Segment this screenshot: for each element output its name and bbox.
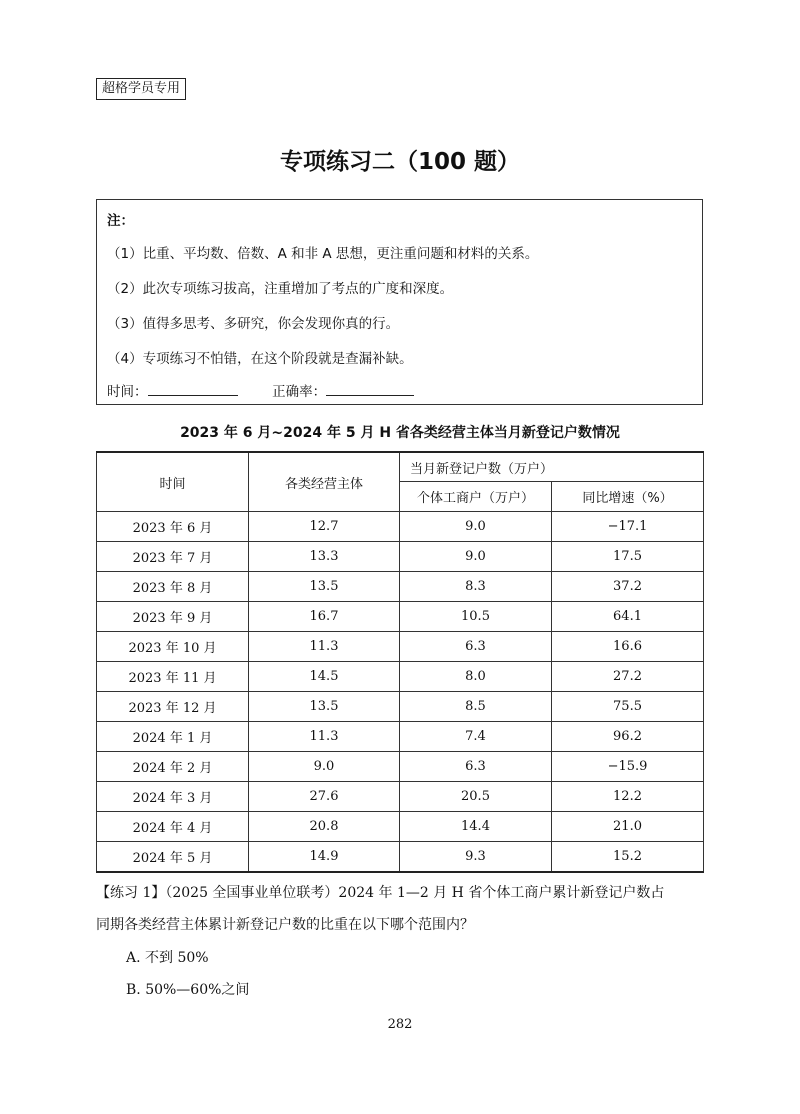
cell-all-entities: 12.7 [249, 512, 400, 542]
table-row [97, 722, 704, 752]
table-row [97, 542, 704, 572]
cell-time: 2023 年 8 月 [97, 572, 249, 602]
table-title: 2023 年 6 月~2024 年 5 月 H 省各类经营主体当月新登记户数情况 [180, 425, 620, 441]
data-table [96, 451, 704, 873]
cell-yoy: −17.1 [552, 512, 704, 542]
notes-heading: 注： [107, 213, 134, 229]
cell-yoy: 75.5 [552, 692, 704, 722]
cell-all-entities: 13.3 [249, 542, 400, 572]
accuracy-label: 正确率： [272, 384, 327, 400]
table-row [97, 572, 704, 602]
header-time: 时间 [97, 452, 249, 512]
note-item: （1）比重、平均数、倍数、A 和非 A 思想，更注重问题和材料的关系。 [107, 246, 539, 262]
notes-box [96, 199, 703, 405]
table-row [97, 662, 704, 692]
score-line [107, 380, 414, 400]
cell-all-entities: 16.7 [249, 602, 400, 632]
question-line-1: 【练习 1】（2025 全国事业单位联考）2024 年 1—2 月 H 省个体工商户累计新登记户数占 [96, 885, 665, 901]
page-title: 专项练习二（100 题） [279, 149, 521, 175]
cell-time: 2023 年 11 月 [97, 662, 249, 692]
cell-all-entities: 14.5 [249, 662, 400, 692]
page-number: 282 [387, 1017, 413, 1032]
cell-all-entities: 14.9 [249, 842, 400, 873]
header-group: 当月新登记户数（万户） [400, 452, 704, 482]
cell-time: 2024 年 2 月 [97, 752, 249, 782]
cell-time: 2024 年 4 月 [97, 812, 249, 842]
header-all-entities: 各类经营主体 [249, 452, 400, 512]
option-a[interactable]: A. 不到 50% [126, 950, 209, 966]
cell-individual: 8.5 [400, 692, 552, 722]
cell-individual: 20.5 [400, 782, 552, 812]
cell-all-entities: 11.3 [249, 632, 400, 662]
cell-all-entities: 11.3 [249, 722, 400, 752]
note-item: （2）此次专项练习拔高，注重增加了考点的广度和深度。 [107, 281, 454, 297]
cell-time: 2024 年 1 月 [97, 722, 249, 752]
cell-all-entities: 13.5 [249, 572, 400, 602]
cell-all-entities: 13.5 [249, 692, 400, 722]
cell-time: 2023 年 10 月 [97, 632, 249, 662]
table-row [97, 752, 704, 782]
table-row [97, 842, 704, 873]
cell-individual: 8.3 [400, 572, 552, 602]
cell-individual: 7.4 [400, 722, 552, 752]
header-yoy: 同比增速（%） [552, 482, 704, 512]
cell-yoy: 27.2 [552, 662, 704, 692]
cell-time: 2023 年 7 月 [97, 542, 249, 572]
table-body [97, 512, 704, 873]
cell-time: 2024 年 5 月 [97, 842, 249, 873]
accuracy-blank[interactable] [326, 381, 414, 396]
cell-yoy: 21.0 [552, 812, 704, 842]
cell-time: 2024 年 3 月 [97, 782, 249, 812]
cell-yoy: 17.5 [552, 542, 704, 572]
note-item: （4）专项练习不怕错，在这个阶段就是查漏补缺。 [107, 351, 413, 367]
header-individual: 个体工商户（万户） [400, 482, 552, 512]
cell-all-entities: 9.0 [249, 752, 400, 782]
option-b[interactable]: B. 50%—60%之间 [126, 982, 250, 998]
cell-yoy: 16.6 [552, 632, 704, 662]
cell-all-entities: 20.8 [249, 812, 400, 842]
cell-time: 2023 年 6 月 [97, 512, 249, 542]
question-line-2: 同期各类经营主体累计新登记户数的比重在以下哪个范围内？ [96, 917, 474, 933]
cell-yoy: 64.1 [552, 602, 704, 632]
cell-yoy: 37.2 [552, 572, 704, 602]
cell-yoy: 96.2 [552, 722, 704, 752]
table-row [97, 782, 704, 812]
cell-individual: 10.5 [400, 602, 552, 632]
cell-yoy: −15.9 [552, 752, 704, 782]
student-only-tag: 超格学员专用 [96, 78, 186, 100]
cell-individual: 8.0 [400, 662, 552, 692]
cell-time: 2023 年 12 月 [97, 692, 249, 722]
cell-individual: 6.3 [400, 632, 552, 662]
table-row [97, 812, 704, 842]
cell-yoy: 15.2 [552, 842, 704, 873]
cell-individual: 6.3 [400, 752, 552, 782]
cell-individual: 9.0 [400, 512, 552, 542]
cell-yoy: 12.2 [552, 782, 704, 812]
table-row [97, 692, 704, 722]
note-item: （3）值得多思考、多研究，你会发现你真的行。 [107, 316, 400, 332]
cell-individual: 9.0 [400, 542, 552, 572]
time-label: 时间： [107, 384, 148, 400]
cell-individual: 9.3 [400, 842, 552, 873]
cell-all-entities: 27.6 [249, 782, 400, 812]
table-row [97, 512, 704, 542]
table-row [97, 602, 704, 632]
time-blank[interactable] [148, 381, 238, 396]
cell-individual: 14.4 [400, 812, 552, 842]
cell-time: 2023 年 9 月 [97, 602, 249, 632]
table-row [97, 632, 704, 662]
